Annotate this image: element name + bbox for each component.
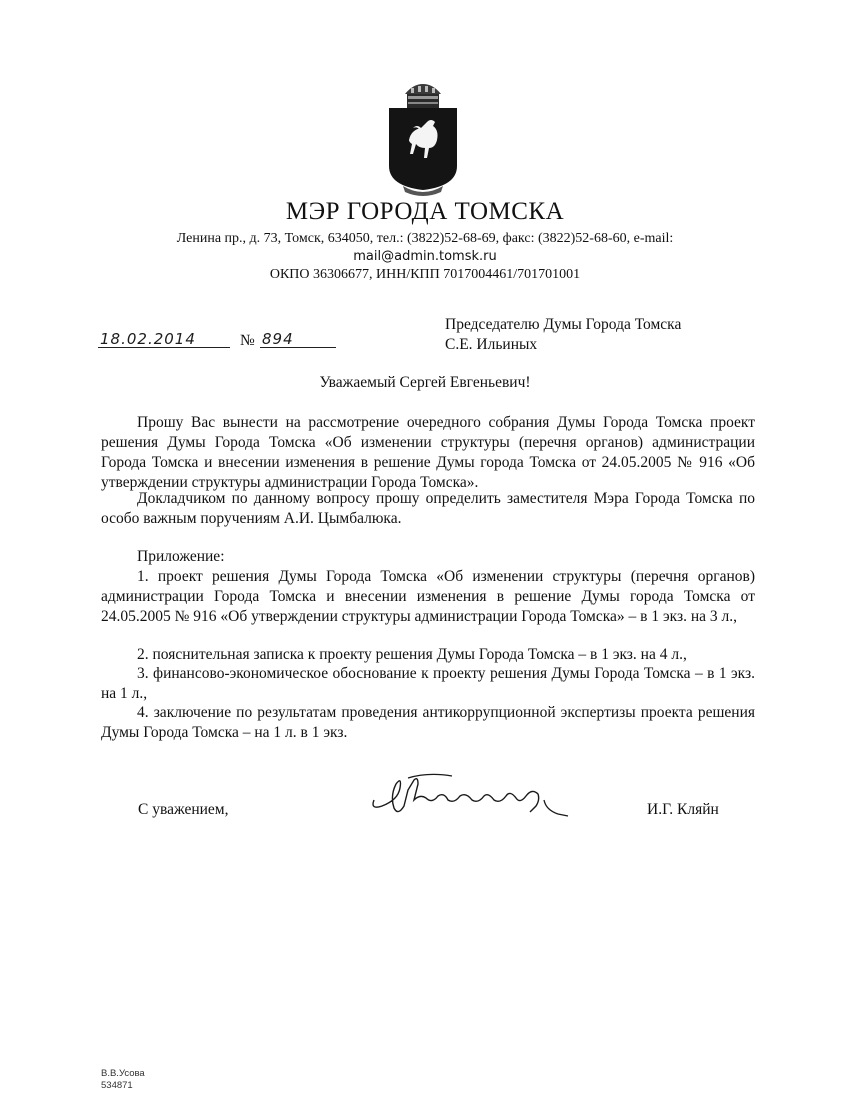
body-paragraph-2: Докладчиком по данному вопросу прошу определить заместителя Мэра Города Томска по особо важным поручениям А.И. Цымбалюка. bbox=[101, 490, 755, 527]
attachments-heading: Приложение: bbox=[137, 548, 225, 565]
recipient-position: Председателю Думы Города Томска bbox=[445, 316, 682, 333]
closing-regards: С уважением, bbox=[138, 801, 229, 818]
date-underline bbox=[98, 347, 230, 348]
signatory-name: И.Г. Кляйн bbox=[647, 801, 719, 818]
attachment-item-3: 3. финансово-экономическое обоснование к проекту решения Думы Города Томска – в 1 экз. на 1 л., bbox=[101, 665, 755, 702]
handwritten-number: 894 bbox=[262, 330, 294, 348]
attachment-item-1: 1. проект решения Думы Города Томска «Об изменении структуры (перечня органов) администрации Города Томска и внесении изменения в решение Думы города Томска от 24.05.2005 № 916 «Об утверждении структуры администрации Города Томска» – в 1 экз. на 3 л., bbox=[101, 568, 755, 625]
address-line-1: Ленина пр., д. 73, Томск, 634050, тел.: (3822)52-68-69, факс: (3822)52-68-60, e-mail: bbox=[176, 231, 674, 246]
registry-codes: ОКПО 36306677, ИНН/КПП 7017004461/701701001 bbox=[269, 267, 581, 282]
number-underline bbox=[260, 347, 336, 348]
executor-phone: 534871 bbox=[101, 1080, 133, 1091]
recipient-name: С.Е. Ильиных bbox=[445, 336, 538, 353]
handwritten-date: 18.02.2014 bbox=[100, 330, 196, 348]
executor-name: В.В.Усова bbox=[101, 1068, 145, 1079]
document-title: МЭР ГОРОДА ТОМСКА bbox=[285, 198, 565, 225]
greeting: Уважаемый Сергей Евгеньевич! bbox=[319, 374, 531, 391]
handwritten-signature bbox=[368, 770, 578, 820]
number-sign: № bbox=[240, 332, 255, 349]
attachment-item-2: 2. пояснительная записка к проекту решения Думы Города Томска – в 1 экз. на 4 л., bbox=[137, 646, 687, 663]
email-address: mail@admin.tomsk.ru bbox=[353, 249, 497, 264]
city-coat-of-arms-icon bbox=[383, 82, 463, 200]
attachment-item-4: 4. заключение по результатам проведения антикоррупционной экспертизы проекта решения Думы Города Томска – на 1 л. в 1 экз. bbox=[101, 704, 755, 741]
body-paragraph-1: Прошу Вас вынести на рассмотрение очередного собрания Думы Города Томска проект решения Думы Города Томска «Об изменении структуры (перечня органов) администрации Города Томска и внесении изменения в решение Думы города Томска от 24.05.2005 № 916 «Об утверждении структуры администрации Города Томска». bbox=[101, 414, 755, 491]
